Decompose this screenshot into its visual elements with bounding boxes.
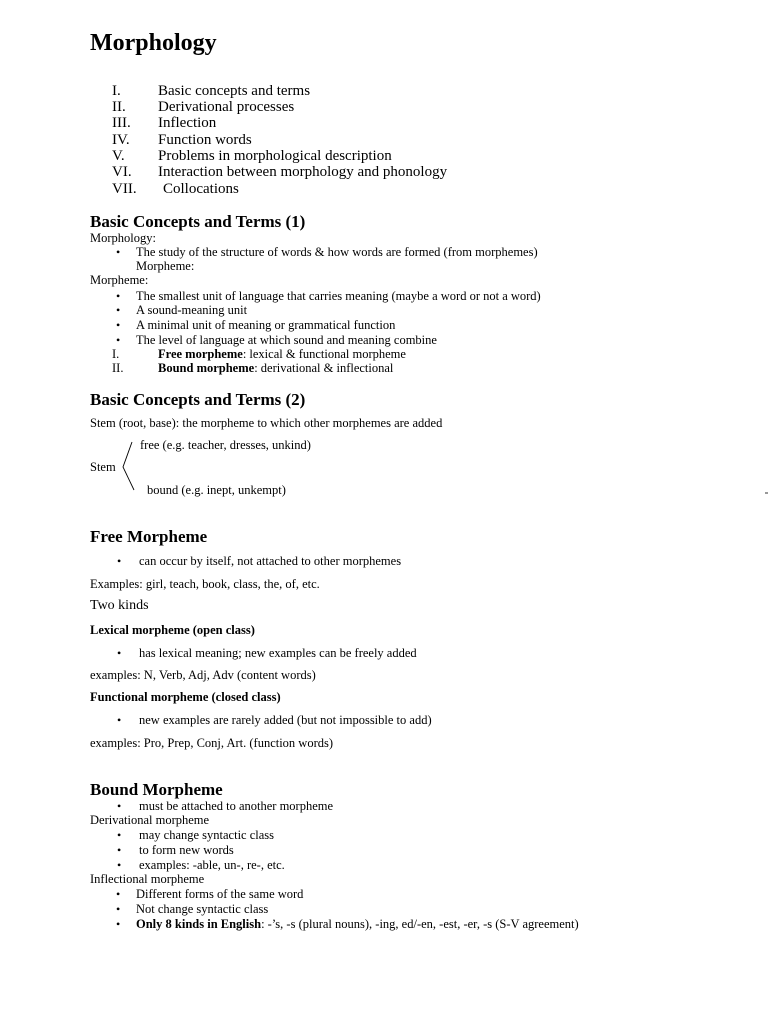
bullet-icon: • (116, 245, 121, 259)
list-num: II. (112, 361, 124, 375)
list-item (158, 347, 406, 362)
toc-item: Basic concepts and terms (158, 83, 311, 99)
bullet-icon: • (116, 887, 121, 901)
bullet-icon: • (117, 843, 122, 857)
branch-diagram (120, 440, 140, 492)
bullet-icon: • (117, 713, 122, 727)
subheading: Two kinds (90, 598, 149, 613)
bullet-icon: • (116, 333, 121, 347)
list-item: The level of language at which sound and meaning combine (136, 333, 437, 347)
toc-num: VI. (112, 164, 132, 180)
section-heading: Basic Concepts and Terms (1) (90, 212, 306, 231)
list-item: Different forms of the same word (136, 887, 304, 901)
list-item (136, 917, 579, 932)
bullet-icon: • (116, 303, 121, 317)
term-label: Inflectional morpheme (90, 872, 205, 886)
section-heading: Basic Concepts and Terms (2) (90, 390, 306, 409)
bullet-icon: • (117, 554, 122, 568)
list-item: may change syntactic class (139, 828, 275, 842)
bullet-icon: • (117, 858, 122, 872)
bullet-icon: • (116, 917, 121, 931)
subheading-bold: Lexical morpheme (open class) (90, 623, 255, 637)
toc-num: VII. (112, 181, 137, 197)
bullet-icon: • (116, 318, 121, 332)
examples: examples: N, Verb, Adj, Adv (content words) (90, 668, 316, 682)
bullet-icon: • (116, 902, 121, 916)
bullet-icon: • (117, 799, 122, 813)
list-item: examples: -able, un-, re-, etc. (139, 858, 285, 872)
list-item: new examples are rarely added (but not impossible to add) (139, 713, 432, 727)
term-label: Derivational morpheme (90, 813, 210, 827)
list-item: can occur by itself, not attached to other morphemes (139, 554, 402, 568)
list-item: must be attached to another morpheme (139, 799, 334, 813)
toc-num: II. (112, 99, 126, 115)
list-item: A minimal unit of meaning or grammatical function (136, 318, 396, 332)
term-rest: : lexical & functional morpheme (242, 347, 406, 361)
term-rest: : -’s, -s (plural nouns), -ing, ed/-en, -est, -er, -s (S-V agreement) (261, 917, 579, 931)
toc-item: Collocations (163, 181, 239, 197)
examples: Examples: girl, teach, book, class, the, of, etc. (90, 577, 320, 591)
bound-branch-label: bound (e.g. inept, unkempt) (147, 483, 286, 497)
bullet-icon: • (116, 289, 121, 303)
toc-num: I. (112, 83, 121, 99)
subheading-bold: Functional morpheme (closed class) (90, 690, 281, 704)
toc-item: Function words (158, 132, 252, 148)
examples: examples: Pro, Prep, Conj, Art. (function words) (90, 736, 334, 750)
list-item: has lexical meaning; new examples can be freely added (139, 646, 417, 660)
branch-line (123, 442, 134, 490)
definition: Stem (root, base): the morpheme to which other morphemes are added (90, 416, 443, 430)
toc-num: IV. (112, 132, 130, 148)
toc-item: Derivational processes (158, 99, 295, 115)
stem-label: Stem (90, 460, 116, 474)
toc-item: Interaction between morphology and phonology (158, 164, 448, 180)
bullet-icon: • (117, 646, 122, 660)
term-bold: Only 8 kinds in English (136, 917, 262, 931)
list-num: I. (112, 347, 120, 361)
term-label: Morpheme: (90, 273, 149, 287)
list-item: Morpheme: (136, 259, 195, 273)
list-item: A sound-meaning unit (136, 303, 248, 317)
free-branch-label: free (e.g. teacher, dresses, unkind) (140, 438, 311, 452)
toc-item: Problems in morphological description (158, 148, 392, 164)
bullet-icon: • (117, 828, 122, 842)
list-item: The study of the structure of words & how words are formed (from morphemes) (136, 245, 538, 259)
toc-num: III. (112, 115, 131, 131)
term-label: Morphology: (90, 231, 156, 245)
section-heading: Free Morpheme (90, 527, 208, 546)
page-title: Morphology (90, 30, 217, 56)
toc-num: V. (112, 148, 125, 164)
list-item: Not change syntactic class (136, 902, 269, 916)
toc-item: Inflection (158, 115, 217, 131)
list-item: to form new words (139, 843, 234, 857)
term-bold: Bound morpheme (158, 361, 255, 375)
section-heading: Bound Morpheme (90, 780, 223, 799)
term-bold: Free morpheme (158, 347, 243, 361)
list-item (158, 361, 393, 376)
list-item: The smallest unit of language that carries meaning (maybe a word or not a word) (136, 289, 541, 303)
term-rest: : derivational & inflectional (254, 361, 394, 375)
